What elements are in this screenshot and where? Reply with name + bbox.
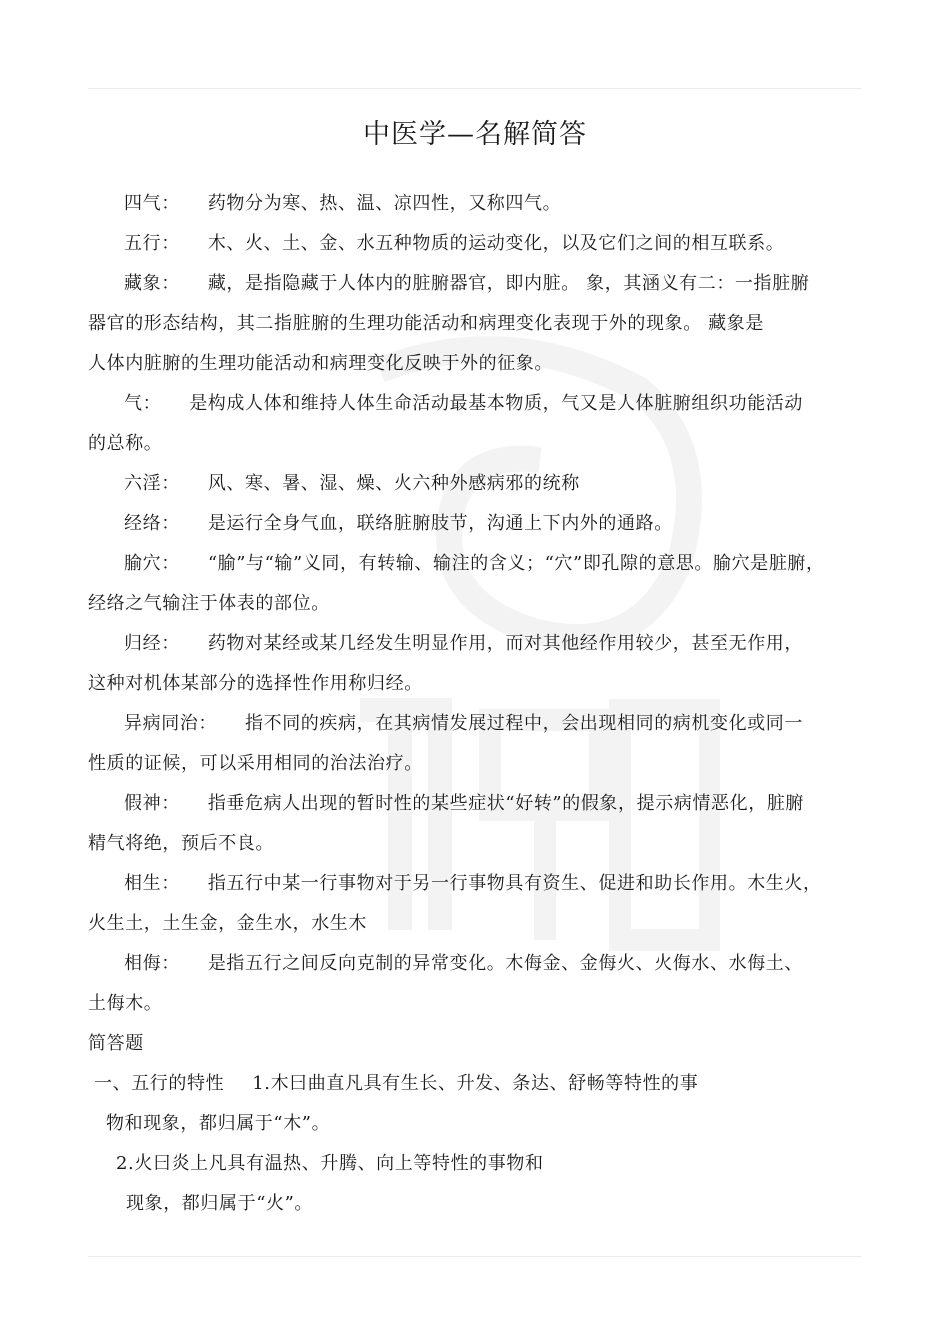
definition-text: “腧”与“输”义同，有转输、输注的含义；“穴”即孔隙的意思。腧穴是脏腑， (207, 553, 825, 574)
definition-text: 药物分为寒、热、温、凉四性，又称四气。 (207, 193, 562, 214)
definition-text: 风、寒、暑、湿、燥、火六种外感病邪的统称 (207, 473, 580, 494)
bottom-rule (88, 1256, 862, 1257)
top-rule (88, 88, 862, 89)
definition-text: 性质的证候，可以采用相同的治法治疗。 (88, 753, 423, 774)
definition-text: 的总称。 (88, 433, 163, 454)
definition-term: 腧穴： (124, 553, 180, 574)
definition-entry (88, 224, 878, 264)
definition-term: 藏象： (124, 273, 180, 294)
definition-text: 这种对机体某部分的选择性作用称归经。 (88, 673, 423, 694)
definition-text: 药物对某经或某几经发生明显作用，而对其他经作用较少，甚至无作用， (207, 633, 804, 654)
definition-entry (88, 464, 878, 504)
definition-entry (88, 864, 878, 944)
definition-term: 归经： (124, 633, 180, 654)
definition-text: 指五行中某一行事物对于另一行事物具有资生、促进和助长作用。木生火， (207, 873, 822, 894)
answer-item-2-line-2: 现象，都归属于“火”。 (126, 1193, 314, 1214)
definition-term: 五行： (124, 233, 180, 254)
answer-item-1-line-1: 1.木曰曲直凡具有生长、升发、条达、舒畅等特性的事 (252, 1073, 699, 1094)
document-body (88, 184, 878, 1224)
answer-item-1-line-2: 物和现象，都归属于“木”。 (106, 1113, 331, 1134)
definition-text: 藏，是指隐藏于人体内的脏腑器官，即内脏。 象，其涵义有二：一指脏腑 (207, 273, 810, 294)
definition-text: 火生土，土生金，金生水，水生木 (88, 913, 367, 934)
definition-entry (88, 544, 878, 624)
question-label: 一、五行的特性 (94, 1073, 225, 1094)
definition-list (88, 184, 878, 1024)
definition-entry (88, 624, 878, 704)
question-line (88, 1064, 878, 1104)
definition-entry (88, 944, 878, 1024)
page-title: 中医学—名解简答 (363, 119, 587, 150)
definition-text: 是构成人体和维持人体生命活动最基本物质，气又是人体脏腑组织功能活动 (189, 393, 803, 414)
definition-text: 人体内脏腑的生理功能活动和病理变化反映于外的征象。 (88, 353, 553, 374)
definition-text: 土侮木。 (88, 993, 163, 1014)
definition-term: 相侮： (124, 953, 180, 974)
definition-term: 六淫： (124, 473, 180, 494)
definition-term: 经络： (124, 513, 180, 534)
definition-term: 异病同治： (124, 713, 217, 734)
definition-term: 四气： (124, 193, 180, 214)
definition-text: 是运行全身气血，联络脏腑肢节，沟通上下内外的通路。 (207, 513, 673, 534)
definition-text: 是指五行之间反向克制的异常变化。木侮金、金侮火、火侮水、水侮土、 (207, 953, 804, 974)
definition-text: 指不同的疾病，在其病情发展过程中，会出现相同的病机变化或同一 (245, 713, 803, 734)
definition-term: 气： (124, 393, 162, 414)
definition-entry (88, 184, 878, 224)
definition-entry (88, 264, 878, 384)
definition-term: 相生： (124, 873, 180, 894)
answer-item-2-line-1: 2.火曰炎上凡具有温热、升腾、向上等特性的事物和 (116, 1153, 544, 1174)
definition-text: 指垂危病人出现的暂时性的某些症状“好转”的假象，提示病情恶化，脏腑 (207, 793, 805, 814)
definition-term: 假神： (124, 793, 180, 814)
definition-entry (88, 504, 878, 544)
section-heading: 简答题 (88, 1033, 144, 1054)
definition-text: 经络之气输注于体表的部位。 (88, 593, 330, 614)
definition-entry (88, 384, 878, 464)
definition-text: 精气将绝，预后不良。 (88, 833, 274, 854)
definition-entry (88, 704, 878, 784)
definition-entry (88, 784, 878, 864)
definition-text: 木、火、土、金、水五种物质的运动变化，以及它们之间的相互联系。 (207, 233, 785, 254)
definition-text: 器官的形态结构，其二指脏腑的生理功能活动和病理变化表现于外的现象。 藏象是 (88, 313, 764, 334)
